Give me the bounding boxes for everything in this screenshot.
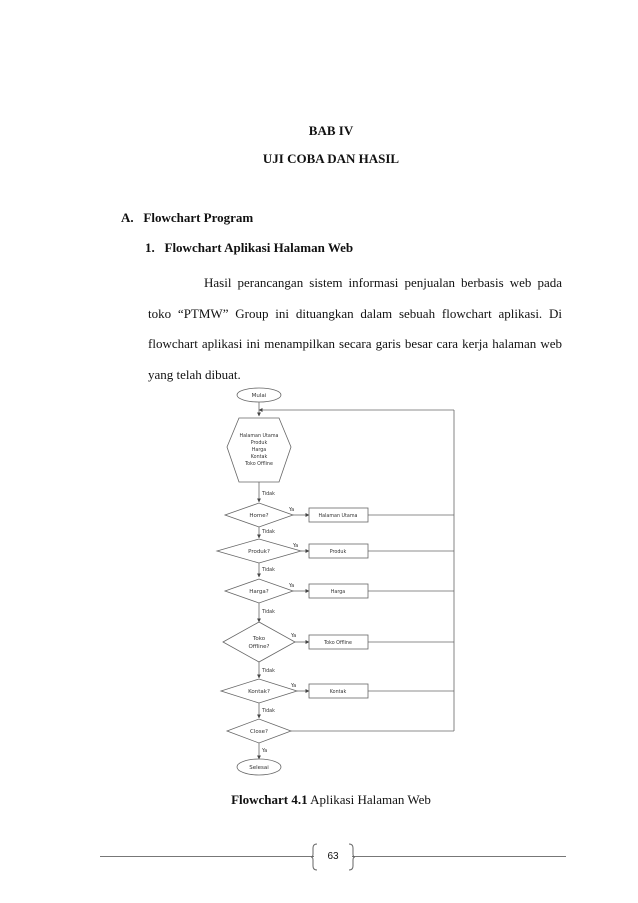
chapter-number: BAB IV	[308, 123, 354, 138]
footer-rule-left	[100, 856, 314, 857]
caption-text: Aplikasi Halaman Web	[307, 792, 431, 807]
flowchart-diagram	[205, 385, 460, 780]
flowchart-decision-label: Kontak?	[248, 689, 270, 695]
flowchart-decision-label: Produk?	[248, 549, 270, 555]
section-heading: A. Flowchart Program	[121, 210, 254, 225]
flowchart-decision-label: Toko	[252, 636, 266, 642]
flowchart-start-label: Mulai	[251, 393, 267, 399]
paragraph-text: Hasil perancangan sistem informasi penjualan berbasis web pada toko “PTMW” Group ini dituangkan dalam sebuah flowchart aplikasi. Di flowchart aplikasi ini menampilkan secara garis besar cara kerja halaman web yang telah dibuat.	[148, 275, 562, 382]
flowchart-yes-label: Ya	[293, 544, 299, 549]
flowchart-menu-item: Produk	[250, 441, 268, 446]
flowchart-yes-label: Ya	[289, 584, 295, 589]
flowchart-yes-label: Ya	[289, 508, 295, 513]
flowchart-no-label: Tidak	[262, 492, 275, 497]
flowchart-no-label: Tidak	[262, 568, 275, 573]
flowchart-process-label: Produk	[329, 550, 347, 555]
flowchart-process-label: Halaman Utama	[318, 514, 358, 519]
flowchart-no-label: Tidak	[262, 530, 275, 535]
flowchart-decision-toko-offline	[223, 622, 295, 662]
body-paragraph	[148, 268, 562, 390]
flowchart-process-label: Kontak	[329, 690, 347, 695]
flowchart-menu-item: Toko Offline	[245, 462, 273, 467]
page-number: 63	[327, 851, 339, 862]
figure-caption	[0, 792, 638, 808]
flowchart-end-label: Selesai	[249, 765, 269, 771]
flowchart-decision-label: Close?	[250, 729, 268, 735]
flowchart-menu-item: Harga	[251, 448, 267, 453]
flowchart-yes-label: Ya	[262, 749, 268, 754]
subsection-heading: 1. Flowchart Aplikasi Halaman Web	[145, 240, 354, 255]
chapter-title: UJI COBA DAN HASIL	[262, 151, 400, 166]
flowchart-process-label: Toko Offline	[324, 641, 352, 646]
flowchart-process-label: Harga	[330, 590, 346, 595]
caption-label: Flowchart 4.1	[231, 792, 308, 807]
flowchart-no-label: Tidak	[262, 709, 275, 714]
flowchart-decision-label: Home?	[249, 513, 269, 519]
flowchart-menu-item: Kontak	[250, 455, 268, 460]
footer-rule-right	[352, 856, 566, 857]
flowchart-menu-item: Halaman Utama	[239, 434, 279, 439]
flowchart-decision-label: Harga?	[249, 589, 269, 595]
flowchart-decision-label: Offline?	[248, 644, 270, 650]
flowchart-yes-label: Ya	[291, 684, 297, 689]
flowchart-yes-label: Ya	[291, 634, 297, 639]
flowchart-no-label: Tidak	[262, 669, 275, 674]
flowchart-no-label: Tidak	[262, 610, 275, 615]
